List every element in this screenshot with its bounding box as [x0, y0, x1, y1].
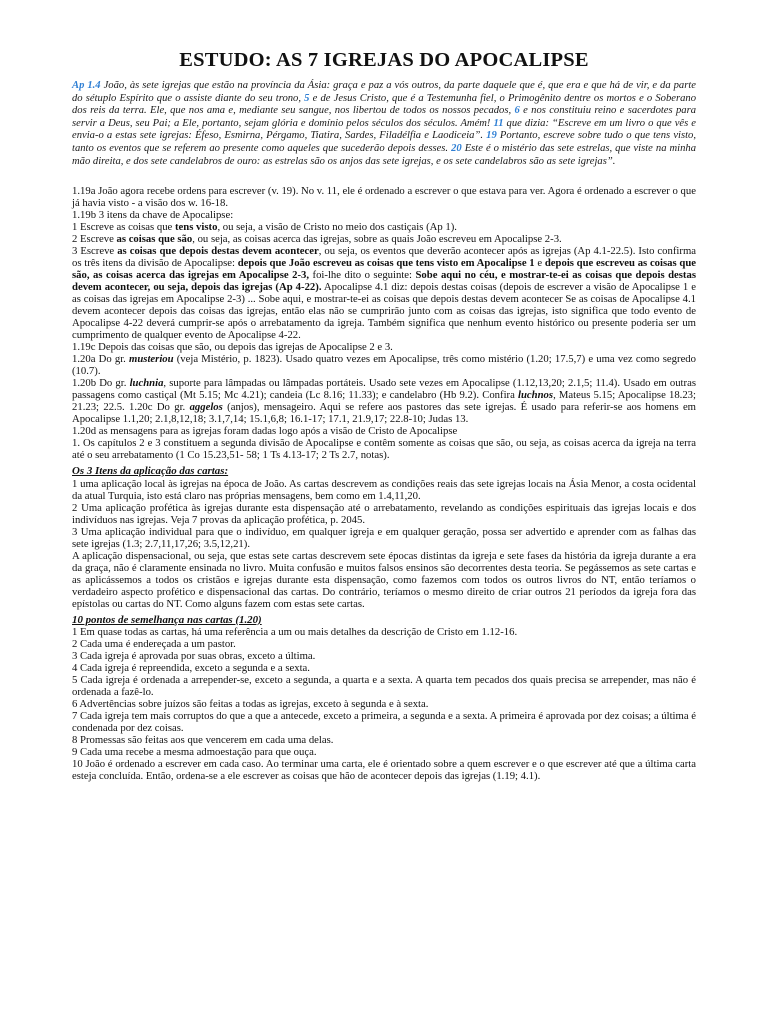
list-item: A aplicação dispensacional, ou seja, que estas sete cartas descrevem sete épocas distintas da igreja e sete fases da história da igreja durante a era da graça, não é claramente ensinada no livro. Muita confusão e muitos falsos ensinos são decorrentes desta teoria. Se pegássemos as sete cartas e as aplicássemos a todos os cristãos e igrejas durante esta dispensação, como fazemos com todos os outros livros do NT, então teríamos o verdadeiro aspecto profético e dispensacional das cartas. Do contrário, teríamos o mesmo direito de criar outros 21 períodos da igreja fora das epístolas ou cartas do NT. Como alguns fazem com estas sete cartas.	[72, 549, 696, 610]
text-run: , suporte para lâmpadas ou lâmpadas portáteis. Usado sete vezes em Apocalipse (1.12,13,20; 2.1,5; 11.4). Usado em outras passagens como castiçal (Mt 5.15; Mc 4.21); candeia (Lc 8.16; 11.33); e candelabro (Hb 9.2). Confira	[72, 377, 696, 402]
intro-text-4: que dizia: “Escreve em um livro o que vês e envia-o a estas sete igrejas: Éfeso, Esmirna, Pérgamo, Tiatira, Sardes, Filadélfia e Laodiceia”.	[72, 117, 696, 142]
paragraph-1-19b: 1.19b 3 itens da chave de Apocalipse:	[72, 209, 234, 222]
intro-text-3: e nos constituiu reino e sacerdotes para servir a Deus, seu Pai; a Ele, portanto, sejam glória e domínio pelos séculos dos séculos. Amém!	[72, 105, 696, 129]
paragraph-1-20d: 1.20d as mensagens para as igrejas foram dadas logo após a visão de Cristo de Apocalipse	[72, 425, 458, 438]
paragraph-1-20b	[72, 377, 696, 425]
text-run: 1 Escreve as coisas que	[72, 221, 175, 234]
bold-text: as coisas que depois destas devem acontecer	[117, 245, 319, 258]
text-run: , ou seja, as coisas acerca das igrejas, sobre as quais João escreveu em Apocalipse 2-3.	[192, 233, 562, 246]
intro-text-1: João, às sete igrejas que estão na província da Ásia: graça e paz a vós outros, da parte daquele que é, que era e que há de vir, e da parte do sétuplo Espírito que o assiste diante do seu trono,	[72, 80, 696, 104]
list-item: 8 Promessas são feitas aos que vencerem em cada uma delas.	[72, 734, 334, 747]
verse-number: 19	[486, 130, 497, 142]
key-item-1	[72, 221, 696, 233]
verse-number: 6	[514, 105, 520, 117]
intro-text-6: Este é o mistério das sete estrelas, que viste na minha mão direita, e dos sete candelabros de ouro: as estrelas são os anjos das sete igrejas, e os sete candelabros são as sete igrejas”.	[72, 142, 696, 167]
bold-text: tens visto	[174, 221, 218, 234]
greek-term: luchnos	[518, 389, 554, 402]
verse-number: 20	[451, 142, 462, 154]
similarities-list	[72, 626, 696, 782]
text-run: , Mateus 5.15; Apocalipse 18.23; 21.23; 22.5. 1.20c Do gr.	[72, 389, 696, 414]
greek-term: luchnia	[129, 377, 164, 390]
text-run: (veja Mistério, p. 1823). Usado quatro vezes em Apocalipse, três como mistério (1.20; 17.5,7) e uma vez como segredo (10.7).	[72, 353, 696, 378]
text-run: 1.20b Do gr.	[72, 377, 130, 390]
key-item-3	[72, 245, 696, 341]
page-title: ESTUDO: AS 7 IGREJAS DO APOCALIPSE	[179, 49, 589, 71]
verse-number: 11	[493, 117, 504, 129]
list-item: 3 Cada igreja é aprovada por suas obras, exceto a última.	[72, 650, 316, 663]
list-item: 5 Cada igreja é ordenada a arrepender-se, exceto a segunda, a quarta e a sexta. A quarta tem pecados dos quais precisa se arrepender, mas não é ordenada a fazê-lo.	[72, 674, 696, 699]
list-item: 4 Cada igreja é repreendida, exceto a segunda e a sexta.	[72, 662, 310, 675]
greek-term: aggelos	[189, 401, 223, 414]
section-heading-similarities: 10 pontos de semelhança nas cartas (1.20)	[72, 613, 262, 626]
list-item: 7 Cada igreja tem mais corruptos do que a que a antecede, exceto a primeira, a segunda e a sexta. A primeira é aprovada por dez coisas; a última é condenada por dez coisas.	[72, 710, 696, 735]
text-run: Apocalipse 4.1 diz: depois destas coisas (depois de escrever a visão de Apocalipse 1 e as coisas das igrejas em Apocalipse 2-3) ... Sobe aqui, e mostrar-te-ei as coisas que depois destas devem acontecer Se as coisas de Apocalipse 4.1 devem acontecer depois das coisas das igrejas, então elas não se cumprirão junto com as coisas das igrejas, isto significa que todo evento de Apocalipse 4-22 deverá cumprir-se após o arrebatamento da igreja. Também significa que nenhum evento histórico ou presente poderia ser um cumprimento de qualquer evento de Apocalipse 4-22.	[72, 281, 696, 342]
intro-text-5: Portanto, escreve sobre tudo o que tens visto, tanto os eventos que se referem ao presente como aqueles que sucederão depois desses.	[72, 130, 696, 154]
paragraph-chapters: 1. Os capítulos 2 e 3 constituem a segunda divisão de Apocalipse e contêm somente as coisas que são, ou seja, as coisas acerca da igreja na terra até o seu arrebatamento (1 Co 15.23,51- 58; 1 Ts 4.13-17; 2 Ts 2.7, notas).	[72, 437, 696, 462]
text-run: 3 Escreve	[72, 245, 118, 258]
list-item: 6 Advertências sobre juízos são feitas a todas as igrejas, exceto à segunda e à sexta.	[72, 698, 429, 711]
paragraph-1-19a: 1.19a João agora recebe ordens para escrever (v. 19). No v. 11, ele é ordenado a escrever o que estava para ver. Agora é ordenado a escrever o que já havia visto - a visão dos w. 16-18.	[72, 185, 696, 210]
key-item-2	[72, 233, 696, 245]
greek-term: musteriou	[129, 353, 174, 366]
section-heading-applications: Os 3 Itens da aplicação das cartas:	[72, 465, 229, 478]
scripture-reference: Ap 1.4	[72, 80, 101, 91]
text-run: e	[534, 257, 545, 270]
list-item: 1 Em quase todas as cartas, há uma referência a um ou mais detalhes da descrição de Cristo em 1.12-16.	[72, 626, 518, 639]
list-item: 3 Uma aplicação individual para que o indivíduo, em qualquer igreja e em qualquer geração, possa ser advertido e aprender com as falhas das sete igrejas (1.3; 2.7,11,17,26; 3.5,12,21).	[72, 525, 696, 550]
list-item: 1 uma aplicação local às igrejas na época de João. As cartas descrevem as condições reais das sete igrejas locais na Ásia Menor, a costa ocidental da atual Turquia, isto está claro nas próprias mensagens, bem como em 1.4,11,20.	[72, 477, 696, 502]
text-run: 2 Escreve	[72, 233, 117, 246]
list-item: 2 Cada uma é endereçada a um pastor.	[72, 638, 236, 651]
intro-scripture	[72, 80, 696, 168]
text-run: foi-lhe dito o seguinte:	[309, 269, 416, 282]
text-run: , ou seja, os eventos que deverão acontecer após as igrejas (Ap 4.1-22.5). Isto confirma os três itens da divisão de Apocalipse:	[72, 245, 697, 270]
applications-list	[72, 478, 696, 610]
bold-text: depois que João escreveu as coisas que tens visto em Apocalipse 1	[237, 257, 535, 270]
paragraph-1-20a	[72, 353, 696, 377]
paragraph-1-19c: 1.19c Depois das coisas que são, ou depois das igrejas de Apocalipse 2 e 3.	[72, 341, 393, 354]
intro-text-2: e de Jesus Cristo, que é a Testemunha fiel, o Primogênito dentre os mortos e o Soberano dos reis da terra. Ele, que nos ama e, mediante seu sangue, nos libertou de todos os nossos pecados,	[72, 92, 696, 117]
text-run: (anjos), mensageiro. Aqui se refere aos pastores das sete igrejas. É usado para referir-se aos homens em Apocalipse 1.1,20; 2.1,8,12,18; 3.1,7,14; 15.1,6,8; 16.1-17; 17.1, 21.9,17; 22.8-10; Judas 13.	[72, 401, 696, 426]
bold-text: Sobe aqui no céu, e mostrar-te-ei as coisas que depois destas devem acontecer, ou seja, depois das igrejas (Ap 4-22).	[72, 269, 696, 294]
list-item: 9 Cada uma recebe a mesma admoestação para que ouça.	[72, 746, 317, 759]
bold-text: as coisas que são	[116, 233, 193, 246]
text-run: , ou seja, a visão de Cristo no meio dos castiçais (Ap 1).	[217, 221, 457, 234]
list-item: 10 João é ordenado a escrever em cada caso. Ao terminar uma carta, ele é orientado sobre a quem escrever e o que escrever até que a última carta esteja concluída. Então, ordena-se a ele escrever as coisas que hão de acontecer depois das igrejas (1.19; 4.1).	[72, 758, 696, 783]
verse-number: 5	[304, 92, 310, 104]
bold-text: depois que escreveu as coisas que são, as coisas acerca das igrejas em Apocalipse 2-3,	[72, 257, 697, 282]
list-item: 2 Uma aplicação profética às igrejas durante esta dispensação até o arrebatamento, revelando as condições espirituais das igrejas locais e dos indivíduos nas igrejas. Veja 7 provas da aplicação profética, p. 2045.	[72, 501, 696, 526]
text-run: 1.20a Do gr.	[72, 353, 130, 366]
